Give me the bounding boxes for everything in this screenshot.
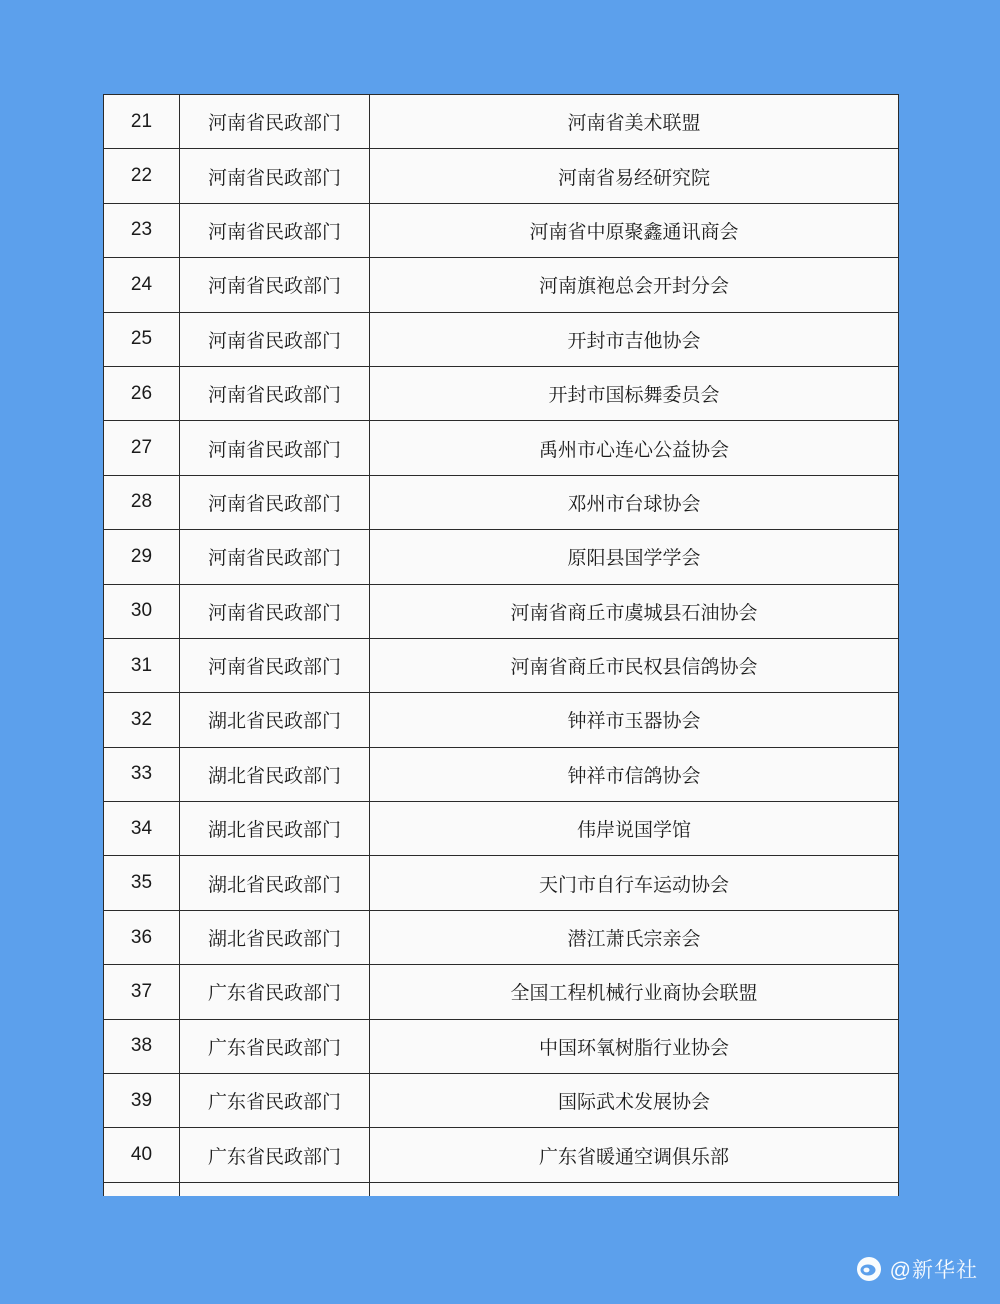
table-row xyxy=(104,693,899,747)
row-index: 36 xyxy=(104,910,180,964)
row-index: 40 xyxy=(104,1128,180,1182)
table-row xyxy=(104,312,899,366)
row-organization-name: 全国工程机械行业商协会联盟 xyxy=(370,965,899,1019)
row-department: 河南省民政部门 xyxy=(180,584,370,638)
table-row xyxy=(104,965,899,1019)
table-row xyxy=(104,475,899,529)
table-row-clipped xyxy=(104,1182,899,1196)
row-index: 32 xyxy=(104,693,180,747)
table-row xyxy=(104,747,899,801)
row-department: 河南省民政部门 xyxy=(180,149,370,203)
weibo-icon xyxy=(856,1256,882,1282)
row-organization-name: 钟祥市信鸽协会 xyxy=(370,747,899,801)
row-clipped-cell xyxy=(104,1182,180,1196)
row-index: 34 xyxy=(104,802,180,856)
row-department: 广东省民政部门 xyxy=(180,1019,370,1073)
row-clipped-cell xyxy=(180,1182,370,1196)
row-organization-name: 国际武术发展协会 xyxy=(370,1074,899,1128)
row-organization-name: 禹州市心连心公益协会 xyxy=(370,421,899,475)
table-body xyxy=(104,95,899,1197)
row-organization-name: 潜江萧氏宗亲会 xyxy=(370,910,899,964)
row-index: 27 xyxy=(104,421,180,475)
row-organization-name: 邓州市台球协会 xyxy=(370,475,899,529)
table-row xyxy=(104,584,899,638)
row-index: 30 xyxy=(104,584,180,638)
row-organization-name: 开封市吉他协会 xyxy=(370,312,899,366)
row-organization-name: 河南省中原聚鑫通讯商会 xyxy=(370,203,899,257)
row-department: 河南省民政部门 xyxy=(180,530,370,584)
row-index: 21 xyxy=(104,95,180,149)
table-row xyxy=(104,910,899,964)
row-department: 湖北省民政部门 xyxy=(180,747,370,801)
row-department: 河南省民政部门 xyxy=(180,421,370,475)
row-index: 28 xyxy=(104,475,180,529)
row-index: 24 xyxy=(104,258,180,312)
row-index: 29 xyxy=(104,530,180,584)
row-organization-name: 开封市国标舞委员会 xyxy=(370,366,899,420)
row-department: 河南省民政部门 xyxy=(180,95,370,149)
row-index: 33 xyxy=(104,747,180,801)
row-index: 31 xyxy=(104,638,180,692)
row-index: 23 xyxy=(104,203,180,257)
row-index: 38 xyxy=(104,1019,180,1073)
table-row xyxy=(104,638,899,692)
watermark-label: @新华社 xyxy=(889,1259,978,1282)
row-department: 河南省民政部门 xyxy=(180,258,370,312)
table-row xyxy=(104,421,899,475)
row-index: 39 xyxy=(104,1074,180,1128)
row-organization-name: 河南省商丘市民权县信鸽协会 xyxy=(370,638,899,692)
row-organization-name: 伟岸说国学馆 xyxy=(370,802,899,856)
row-department: 河南省民政部门 xyxy=(180,312,370,366)
row-index: 35 xyxy=(104,856,180,910)
table-row xyxy=(104,1074,899,1128)
row-organization-name: 钟祥市玉器协会 xyxy=(370,693,899,747)
document-page xyxy=(103,94,898,1189)
table-row xyxy=(104,203,899,257)
table-row xyxy=(104,530,899,584)
row-department: 湖北省民政部门 xyxy=(180,693,370,747)
row-organization-name: 中国环氧树脂行业协会 xyxy=(370,1019,899,1073)
row-department: 河南省民政部门 xyxy=(180,475,370,529)
watermark xyxy=(856,1254,978,1284)
organization-table xyxy=(103,94,899,1196)
row-department: 广东省民政部门 xyxy=(180,1074,370,1128)
row-clipped-cell xyxy=(370,1182,899,1196)
row-index: 22 xyxy=(104,149,180,203)
table-row xyxy=(104,1128,899,1182)
row-organization-name: 河南省易经研究院 xyxy=(370,149,899,203)
row-department: 河南省民政部门 xyxy=(180,366,370,420)
row-organization-name: 河南旗袍总会开封分会 xyxy=(370,258,899,312)
row-organization-name: 广东省暖通空调俱乐部 xyxy=(370,1128,899,1182)
table-row xyxy=(104,149,899,203)
table-row xyxy=(104,258,899,312)
row-department: 湖北省民政部门 xyxy=(180,856,370,910)
row-organization-name: 河南省美术联盟 xyxy=(370,95,899,149)
table-row xyxy=(104,95,899,149)
row-department: 河南省民政部门 xyxy=(180,203,370,257)
row-department: 湖北省民政部门 xyxy=(180,910,370,964)
row-organization-name: 河南省商丘市虞城县石油协会 xyxy=(370,584,899,638)
row-organization-name: 原阳县国学学会 xyxy=(370,530,899,584)
row-index: 25 xyxy=(104,312,180,366)
row-department: 河南省民政部门 xyxy=(180,638,370,692)
table-row xyxy=(104,366,899,420)
table-row xyxy=(104,1019,899,1073)
row-department: 广东省民政部门 xyxy=(180,965,370,1019)
row-index: 26 xyxy=(104,366,180,420)
table-row xyxy=(104,856,899,910)
row-department: 湖北省民政部门 xyxy=(180,802,370,856)
table-row xyxy=(104,802,899,856)
row-index: 37 xyxy=(104,965,180,1019)
row-department: 广东省民政部门 xyxy=(180,1128,370,1182)
row-organization-name: 天门市自行车运动协会 xyxy=(370,856,899,910)
